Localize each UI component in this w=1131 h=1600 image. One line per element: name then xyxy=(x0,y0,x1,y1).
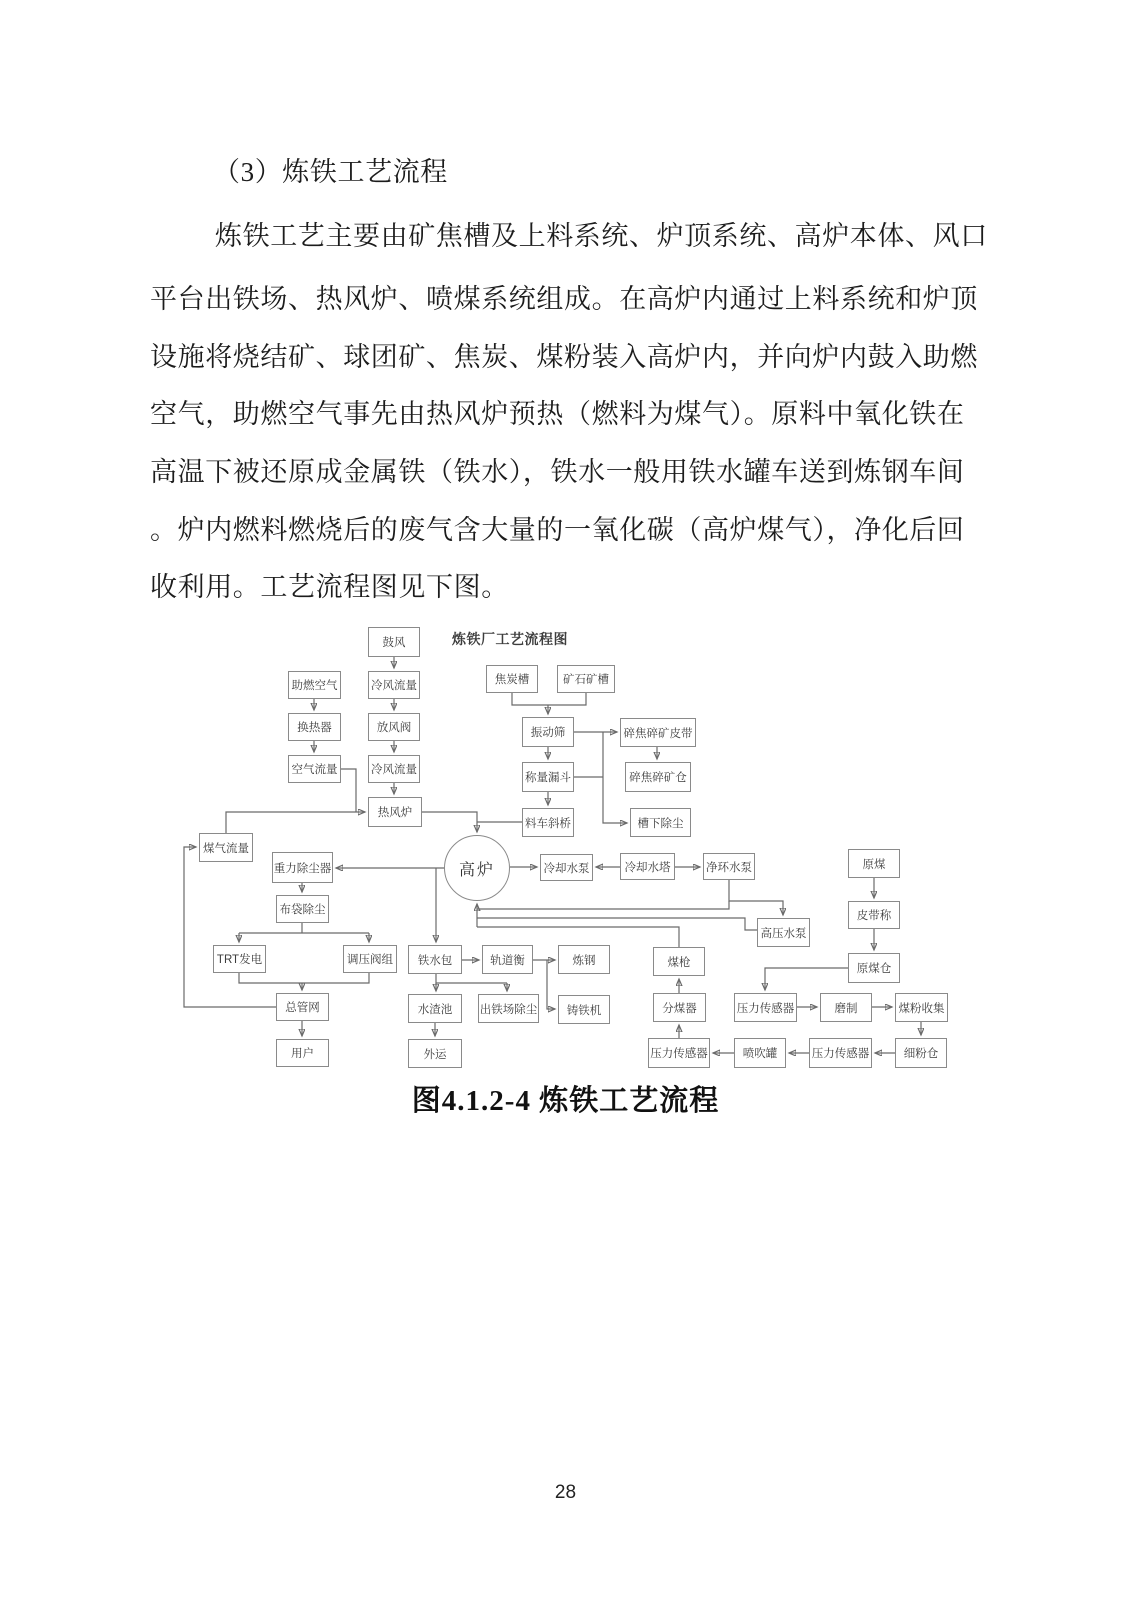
page-number: 28 xyxy=(554,1482,577,1503)
node-pressure-sensor-3: 压力传感器 xyxy=(809,1038,872,1068)
node-ore-trough: 矿石矿槽 xyxy=(557,665,615,693)
node-blast-blower: 鼓风 xyxy=(368,627,420,657)
node-bleed-valve: 放风阀 xyxy=(368,713,420,741)
node-hot-metal-ladle: 铁水包 xyxy=(408,945,462,974)
node-cold-blast-flow-1: 冷风流量 xyxy=(368,671,420,699)
node-crushed-coke-ore-bunker: 碎焦碎矿仓 xyxy=(625,762,691,792)
node-hot-blast-stove: 热风炉 xyxy=(368,797,422,827)
node-air-flow: 空气流量 xyxy=(288,755,341,783)
node-fine-powder-bunker: 细粉仓 xyxy=(895,1038,947,1068)
node-coal-powder-collection: 煤粉收集 xyxy=(895,993,948,1022)
node-outbound-transport: 外运 xyxy=(408,1039,462,1068)
node-pig-casting-machine: 铸铁机 xyxy=(558,995,610,1024)
node-grinding: 磨制 xyxy=(820,993,872,1022)
node-clean-circulating-pump: 净环水泵 xyxy=(703,853,755,880)
node-belt-scale: 皮带称 xyxy=(848,901,900,929)
node-slag-pool: 水渣池 xyxy=(408,994,462,1023)
node-stockhouse-dedusting: 槽下除尘 xyxy=(630,808,691,837)
node-combustion-air: 助燃空气 xyxy=(288,671,341,699)
node-injection-tank: 喷吹罐 xyxy=(734,1038,786,1068)
node-coke-trough: 焦炭槽 xyxy=(486,665,538,693)
node-pressure-sensor-2: 压力传感器 xyxy=(648,1038,710,1068)
node-bag-dedusting: 布袋除尘 xyxy=(276,895,329,923)
node-vibrating-screen: 振动筛 xyxy=(522,717,574,747)
node-users: 用户 xyxy=(276,1039,329,1067)
node-raw-coal: 原煤 xyxy=(848,849,900,878)
paragraph-line: 。炉内燃料燃烧后的废气含大量的一氧化碳（高炉煤气），净化后回 xyxy=(150,515,965,545)
node-pressure-sensor-1: 压力传感器 xyxy=(734,993,797,1022)
node-steelmaking: 炼钢 xyxy=(558,945,610,974)
node-cooling-water-pump: 冷却水泵 xyxy=(540,854,593,881)
node-crushed-coke-ore-belt: 碎焦碎矿皮带 xyxy=(620,718,696,747)
paragraph-line: 高温下被还原成金属铁（铁水），铁水一般用铁水罐车送到炼钢车间 xyxy=(150,457,965,487)
node-coal-gun: 煤枪 xyxy=(653,947,705,976)
paragraph-line: 平台出铁场、热风炉、喷煤系统组成。在高炉内通过上料系统和炉顶 xyxy=(150,284,978,314)
node-weighing-hopper: 称量漏斗 xyxy=(522,762,574,792)
node-trt-power: TRT发电 xyxy=(213,945,266,973)
node-gravity-dust-collector: 重力除尘器 xyxy=(272,852,333,883)
node-blast-furnace: 高炉 xyxy=(444,835,510,901)
node-skip-incline-bridge: 料车斜桥 xyxy=(522,808,574,837)
paragraph-line: 设施将烧结矿、球团矿、焦炭、煤粉装入高炉内，并向炉内鼓入助燃 xyxy=(150,342,978,372)
node-rail-weighbridge: 轨道衡 xyxy=(482,945,533,974)
node-gas-flow: 煤气流量 xyxy=(199,833,253,862)
node-heat-exchanger: 换热器 xyxy=(288,713,341,741)
node-main-gas-network: 总管网 xyxy=(276,993,329,1021)
paragraph-line: 收利用。工艺流程图见下图。 xyxy=(150,572,509,602)
flowchart-title: 炼铁厂工艺流程图 xyxy=(452,631,568,647)
node-cold-blast-flow-2: 冷风流量 xyxy=(368,755,420,783)
figure-caption: 图4.1.2-4 炼铁工艺流程 xyxy=(411,1085,720,1117)
node-high-pressure-pump: 高压水泵 xyxy=(757,918,810,947)
node-cooling-water-tower: 冷却水塔 xyxy=(620,853,675,880)
node-coal-distributor: 分煤器 xyxy=(653,993,706,1022)
node-casthouse-dedusting: 出铁场除尘 xyxy=(478,994,539,1023)
section-heading: （3）炼铁工艺流程 xyxy=(213,157,448,187)
paragraph-line: 空气，助燃空气事先由热风炉预热（燃料为煤气）。原料中氧化铁在 xyxy=(150,399,965,429)
node-raw-coal-bunker: 原煤仓 xyxy=(848,953,900,983)
node-pressure-regulating-valves: 调压阀组 xyxy=(343,945,397,973)
paragraph-line: 炼铁工艺主要由矿焦槽及上料系统、炉顶系统、高炉本体、风口 xyxy=(215,221,988,251)
